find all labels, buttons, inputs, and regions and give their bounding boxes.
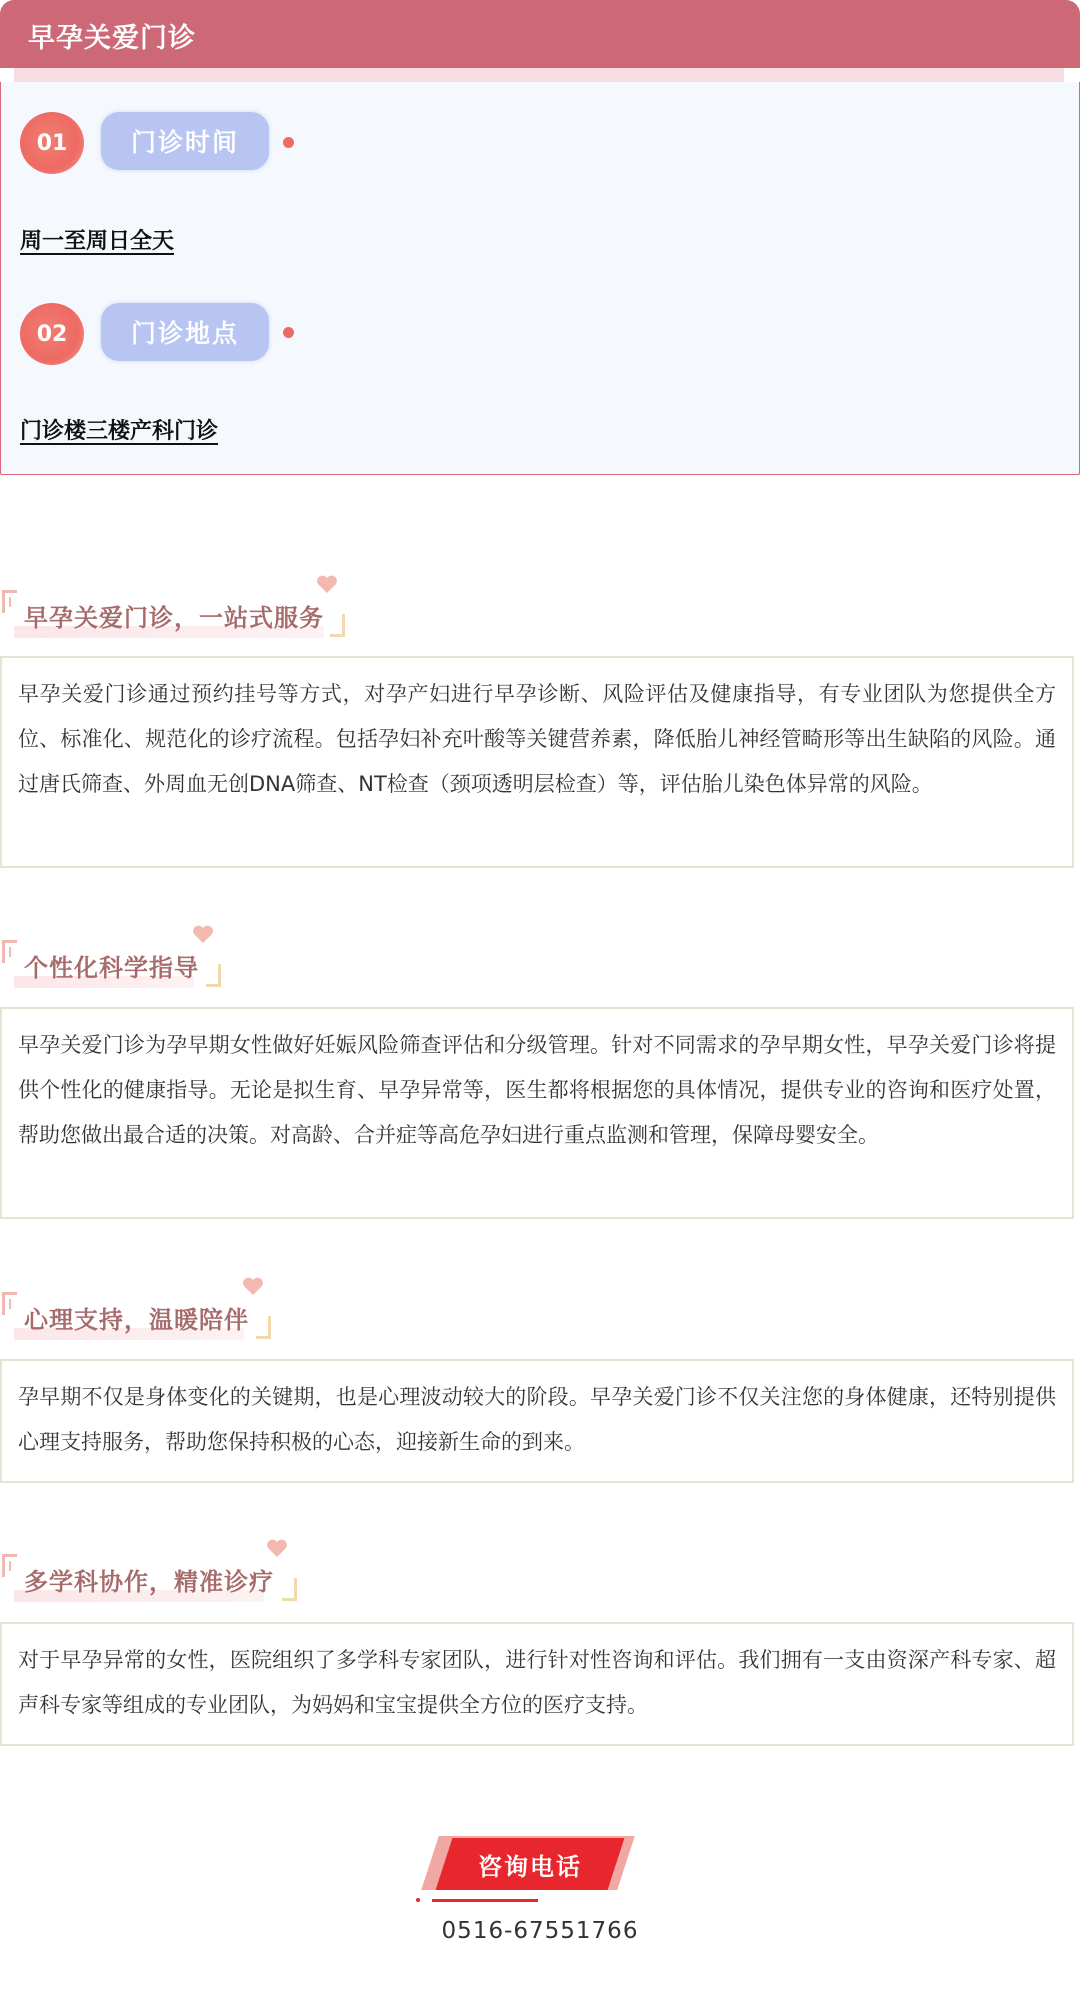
pill-clinic-hours: 门诊时间 [101, 112, 269, 170]
close-bracket-icon [256, 1316, 271, 1339]
card-header [0, 0, 1080, 68]
decor-line [432, 1899, 538, 1902]
close-bracket-icon [282, 1578, 297, 1601]
section-paragraph: 对于早孕异常的女性，医院组织了多学科专家团队，进行针对性咨询和评估。我们拥有一支由资深产科专家、超声科专家等组成的专业团队，为妈妈和宝宝提供全方位的医疗支持。 [18, 1648, 1056, 1717]
heart-icon [192, 924, 214, 944]
bullet-dot-icon [283, 137, 294, 148]
section-heading-one-stop [0, 574, 360, 644]
number-badge-02: 02 [20, 303, 84, 365]
open-bracket-icon [2, 1292, 17, 1315]
consult-label: 咨询电话 [478, 1852, 582, 1881]
section-title: 早孕关爱门诊，一站式服务 [24, 604, 324, 632]
open-bracket-icon [2, 1554, 17, 1577]
consult-hotline-banner [410, 1836, 640, 1906]
section-title: 多学科协作，精准诊疗 [24, 1568, 274, 1596]
open-bracket-icon [2, 940, 17, 963]
section-heading-psych-support [0, 1276, 280, 1346]
section-content-multidisciplinary [0, 1622, 1074, 1746]
section-heading-multidisciplinary [0, 1538, 300, 1608]
section-paragraph: 早孕关爱门诊通过预约挂号等方式，对孕产妇进行早孕诊断、风险评估及健康指导，有专业团队为您提供全方位、标准化、规范化的诊疗流程。包括孕妇补充叶酸等关键营养素，降低胎儿神经管畸形等出生缺陷的风险。通过唐氏筛查、外周血无创DNA筛查、NT检查（颈项透明层检查）等，评估胎儿染色体异常的风险。 [18, 682, 1056, 796]
section-paragraph: 孕早期不仅是身体变化的关键期，也是心理波动较大的阶段。早孕关爱门诊不仅关注您的身体健康，还特别提供心理支持服务，帮助您保持积极的心态，迎接新生命的到来。 [18, 1385, 1056, 1454]
header-strip [14, 68, 1064, 82]
clinic-hours-value: 周一至周日全天 [20, 229, 175, 254]
heart-icon [316, 574, 338, 594]
section-title: 个性化科学指导 [24, 954, 199, 982]
section-heading-personalized [0, 924, 230, 994]
section-paragraph: 早孕关爱门诊为孕早期女性做好妊娠风险筛查评估和分级管理。针对不同需求的孕早期女性，早孕关爱门诊将提供个性化的健康指导。无论是拟生育、早孕异常等，医生都将根据您的具体情况，提供专业的咨询和医疗处置，帮助您做出最合适的决策。对高龄、合并症等高危孕妇进行重点监测和管理，保障母婴安全。 [18, 1033, 1056, 1147]
heart-icon [266, 1538, 288, 1558]
card-title: 早孕关爱门诊 [28, 23, 196, 54]
section-content-personalized [0, 1007, 1074, 1219]
section-content-psych-support [0, 1359, 1074, 1483]
pill-clinic-location: 门诊地点 [101, 303, 269, 361]
section-content-one-stop [0, 656, 1074, 868]
decor-dot [416, 1898, 420, 1902]
clinic-location-value: 门诊楼三楼产科门诊 [20, 419, 219, 444]
close-bracket-icon [330, 614, 345, 637]
bullet-dot-icon [283, 327, 294, 338]
open-bracket-icon [2, 590, 17, 613]
heart-icon [242, 1276, 264, 1296]
close-bracket-icon [206, 964, 221, 987]
phone-number-link[interactable]: 0516-67551766 [441, 1918, 639, 1944]
section-title: 心理支持，温暖陪伴 [24, 1306, 249, 1334]
number-badge-01: 01 [20, 112, 84, 174]
info-panel [0, 82, 1080, 475]
